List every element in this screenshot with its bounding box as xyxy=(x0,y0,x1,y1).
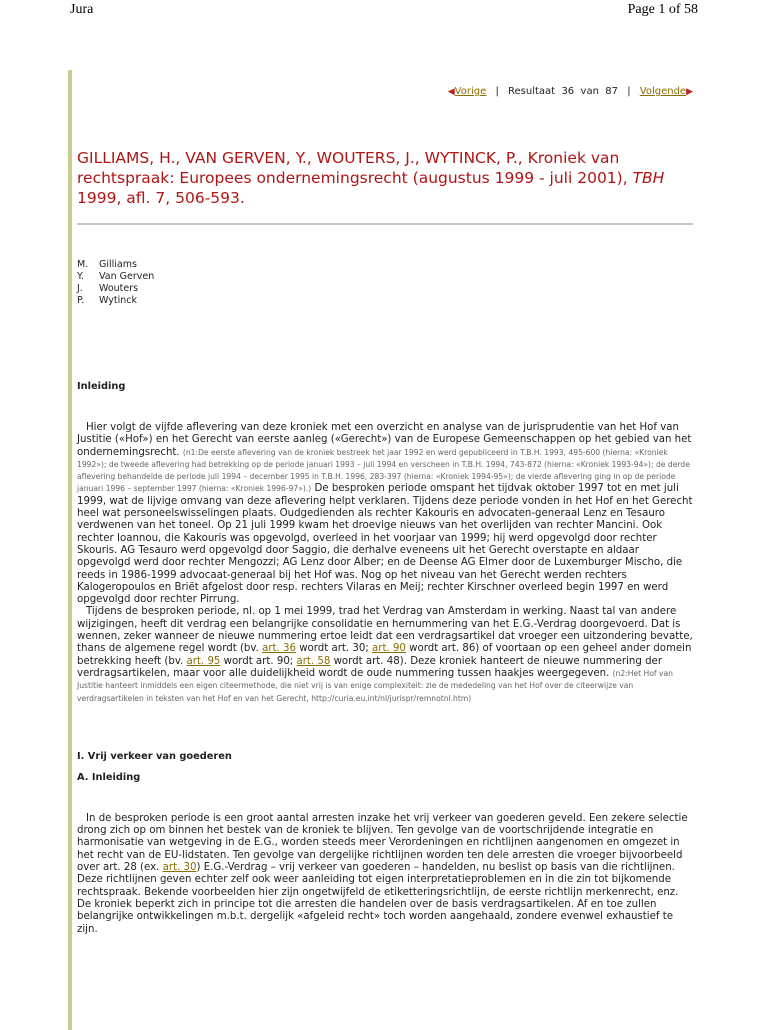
amsterdam-paragraph: Tijdens de besproken periode, nl. op 1 mei 1999, trad het Verdrag van Amsterdam in werking. Naast tal van andere wijzigingen, heeft dit verdrag een belangrijke consolidatie en hernummering van het E.G.-Verdrag doorgevoerd. Dat is wennen, zeker wanneer de nieuwe nummering ertoe leidt dat een verdragsartikel dat vroeger een uitzondering bevatte, thans de algemene regel wordt (bv. art. 36 wordt art. 30; art. 90 wordt art. 86) of voortaan op een geheel ander domein betrekking heeft (bv. art. 95 wordt art. 90; art. 58 wordt art. 48). Deze kroniek hanteert de nieuwe nummering der verdragsartikelen, maar voor alle duidelijkheid wordt de oude nummering tussen haakjes weergegeven. (n2:Het Hof van Justitie hanteert inmiddels een eigen citeermethode, die niet vrij is van enige complexiteit: zie de mededeling van het Hof over de citeerwijze van verdragsartikelen in teksten van het Hof en van het Gerecht, http://curia.eu.int/nl/jurispr/remnotnl.htm) xyxy=(77,606,693,703)
footnote-2: (n2:Het Hof van Justitie hanteert inmiddels een eigen citeermethode, die niet vrij is van enige complexiteit: zie de mededeling van het Hof over de citeerwijze van verdragsartikelen in teksten van het Hof en van het Gerecht, http://curia.eu.int/nl/jurispr/remnotnl.htm) xyxy=(77,668,673,703)
title-divider xyxy=(77,223,693,225)
heading-section-a: A. Inleiding xyxy=(77,771,141,783)
article-link-30[interactable]: art. 30 xyxy=(162,862,197,874)
author-item: Y. Van Gerven xyxy=(77,271,155,282)
page-counter: Page 1 of 58 xyxy=(627,2,698,17)
heading-inleiding: Inleiding xyxy=(77,381,126,392)
author-item: P. Wytinck xyxy=(77,295,137,306)
result-current: 36 xyxy=(561,86,575,97)
triangle-left-icon[interactable]: ◀ xyxy=(447,87,455,97)
result-total: 87 xyxy=(605,86,619,97)
result-of: van xyxy=(580,86,599,97)
print-header-left: Jura xyxy=(70,2,94,17)
article-link-90[interactable]: art. 90 xyxy=(372,643,406,655)
article-link-95[interactable]: art. 95 xyxy=(186,655,221,667)
left-margin-rule xyxy=(68,70,72,1030)
result-navigation: ◀Vorige | Resultaat 36 van 87 | Volgende▶ xyxy=(447,86,693,97)
goods-paragraph: In de besproken periode is een groot aantal arresten inzake het vrij verkeer van goederen geveld. Een zekere selectie drong zich op om binnen het bestek van de kroniek te blijven. Ten gevolge van de voortschrijdende integratie en harmonisatie van wetgeving in de E.G., worden steeds meer Verordeningen en richtlijnen aangenomen en omgezet in het recht van de EU-lidstaten. Ten gevolge van dergelijke richtlijnen worden ten dele arresten die vroeger bijvoorbeeld over art. 28 (ex. art. 30) E.G.-Verdrag – vrij verkeer van goederen – handelden, nu beslist op basis van die richtlijnen. Deze richtlijnen geven echter zelf ook weer aanleiding tot eigen interpretatieproblemen en in die zin tot bijkomende rechtspraak. Bekende voorbeelden hier zijn ongetwijfeld de etiketteringsrichtlijn, de eerste richtlijn merkenrecht, enz. De kroniek beperkt zich in principe tot die arresten die handelen over de basis verdragsartikelen. Af en toe zullen belangrijke ontwikkelingen m.b.t. dergelijk «afgeleid recht» toch worden aangehaald, zondere evenwel exhaustief te zijn. xyxy=(77,812,688,935)
intro-paragraph: Hier volgt de vijfde aflevering van deze kroniek met een overzicht en analyse van de jurisprudentie van het Hof van Justitie («Hof») en het Gerecht van eerste aanleg («Gerecht») van de Europese Gemeenschappen op het gebied van het ondernemingsrecht. (n1:De eerste aflevering van de kroniek bestreek het jaar 1992 en werd gepubliceerd in T.B.H. 1993, 495-600 (hierna: «Kroniek 1992»); de tweede aflevering had betrekking op de periode januari 1993 – juli 1994 en verscheen in T.B.H. 1994, 743-872 (hierna: «Kroniek 1993-94»); de derde aflevering behandelde de periode juli 1994 – december 1995 in T.B.H. 1996, 283-397 (hierna: «Kroniek 1994-95»); de vierde aflevering ging in op de periode januari 1996 – september 1997 (hierna: «Kroniek 1996-97»).) De besproken periode omspant het tijdvak oktober 1997 tot en met juli 1999, wat de lijvige omvang van deze aflevering helpt verklaren. Tijdens deze periode vonden in het Hof en het Gerecht heel wat personeelswisselingen plaats. Oudgedienden als rechter Kakouris en advocaten-generaal Lenz en Tesauro verdwenen van het toneel. Op 21 juli 1999 kwam het droevige nieuws van het overlijden van rechter Mancini. Ook rechter Ioannou, die Kakouris was opgevolgd, overleed in het voorjaar van 1999; hij werd opgevolgd door rechter Skouris. AG Tesauro werd opgevolgd door Saggio, die derhalve eveneens uit het Gerecht overstapte en aldaar opgevolgd werd door rechter Mengozzi; AG Lenz door Alber; en de Deense AG Elmer door de Luxemburger Mischo, die reeds in 1986-1999 advocaat-generaal bij het Hof was. Nog op het niveau van het Gerecht werden rechters Kalogeropoulos en Briët afgelost door resp. rechters Vilaras en Meij; rechter Kirschner overleed begin 1997 en werd opgevolgd door rechter Pirrung. xyxy=(77,422,693,606)
result-label: Resultaat xyxy=(508,86,556,97)
print-header xyxy=(0,0,768,20)
document-title: GILLIAMS, H., VAN GERVEN, Y., WOUTERS, J., WYTINCK, P., Kroniek van rechtspraak: Europees ondernemingsrecht (augustus 1999 - juli 2001), TBH 1999, afl. 7, 506-593. xyxy=(77,149,665,207)
triangle-right-icon[interactable]: ▶ xyxy=(686,87,693,97)
prev-link[interactable]: Vorige xyxy=(454,86,487,97)
document-content xyxy=(77,84,693,936)
author-list xyxy=(77,259,693,307)
journal-name: TBH xyxy=(632,169,665,187)
author-item: J. Wouters xyxy=(77,283,139,294)
article-link-36[interactable]: art. 36 xyxy=(262,643,296,655)
author-item: M. Gilliams xyxy=(77,259,137,270)
article-link-58[interactable]: art. 58 xyxy=(296,655,331,667)
heading-section-i: I. Vrij verkeer van goederen xyxy=(77,750,232,762)
next-link[interactable]: Volgende xyxy=(639,86,687,97)
footnote-1: (n1:De eerste aflevering van de kroniek bestreek het jaar 1992 en werd gepubliceerd in T.B.H. 1993, 495-600 (hierna: «Kroniek 1992»); de tweede aflevering had betrekking op de periode januari 1993 – juli 1994 en verscheen in T.B.H. 1994, 743-872 (hierna: «Kroniek 1993-94»); de derde aflevering behandelde de periode juli 1994 – december 1995 in T.B.H. 1996, 283-397 (hierna: «Kroniek 1994-95»); de vierde aflevering ging in op de periode januari 1996 – september 1997 (hierna: «Kroniek 1996-97»).) xyxy=(77,447,690,494)
